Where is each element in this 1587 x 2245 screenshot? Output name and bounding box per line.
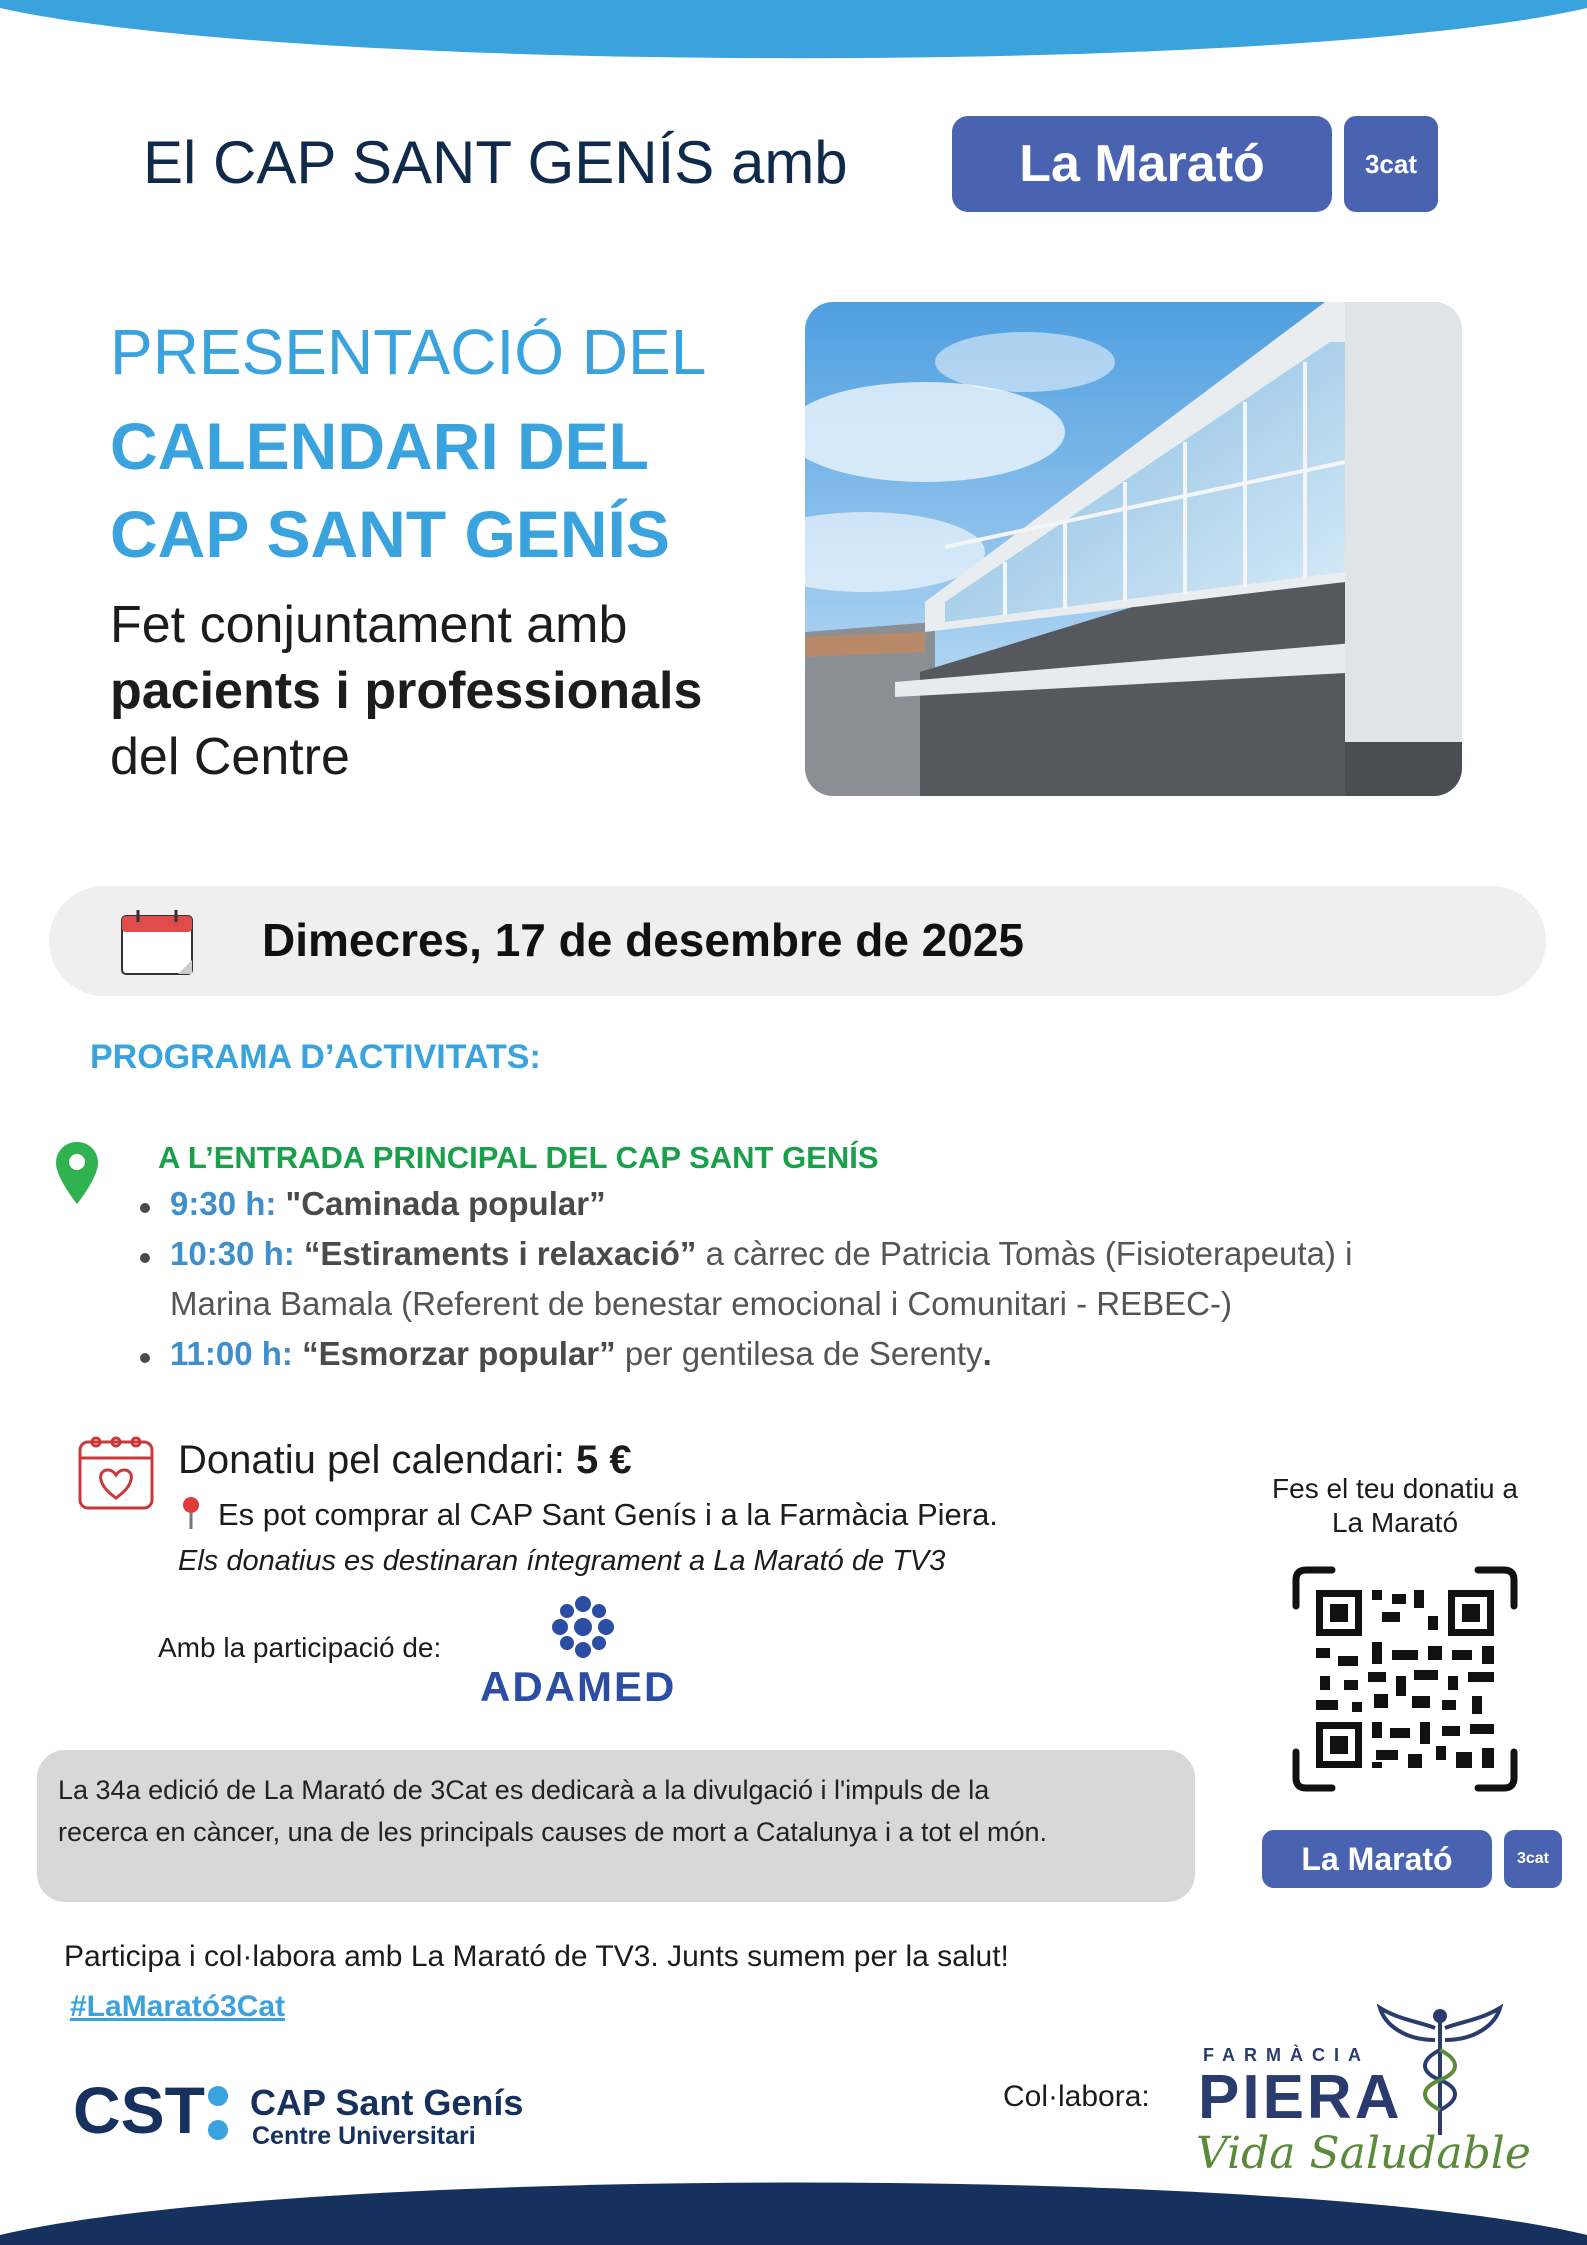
event-date: Dimecres, 17 de desembre de 2025: [262, 914, 1025, 966]
participacio-label: Amb la participació de:: [158, 1632, 442, 1663]
piera-logo-text: PIERA: [1198, 2063, 1403, 2132]
presentation-line2: CALENDARI DEL: [110, 409, 649, 483]
cst-logo-text: CST: [73, 2073, 205, 2147]
calendar-heart-icon: [76, 1432, 156, 1512]
activity-2-time: 10:30 h:: [170, 1235, 295, 1272]
adamed-logo-icon: [550, 1594, 616, 1660]
marato-logo-small: [1262, 1830, 1562, 1888]
calendar-icon: [118, 908, 200, 978]
adamed-logo-text: ADAMED: [480, 1663, 677, 1710]
activity-2: [170, 1235, 1352, 1273]
bullet: [140, 1203, 150, 1213]
pushpin-icon: [180, 1496, 202, 1530]
header-title: El CAP SANT GENÍS amb: [143, 129, 848, 196]
activity-3-desc: per gentilesa de Serenty: [615, 1335, 983, 1372]
programa-title: PROGRAMA D’ACTIVITATS:: [90, 1038, 541, 1076]
farmacia-label: FARMÀCIA: [1203, 2045, 1370, 2065]
location-title: A L’ENTRADA PRINCIPAL DEL CAP SANT GENÍS: [158, 1140, 879, 1175]
3cat-label-small: 3cat: [1504, 1830, 1562, 1888]
location-pin-icon: [56, 1122, 98, 1224]
participa-text: Participa i col·labora amb La Marató de TV3. Junts sumem per la salut!: [64, 1940, 1009, 1973]
comprar-text: Es pot comprar al CAP Sant Genís i a la Farmàcia Piera.: [218, 1497, 998, 1532]
presentation-line1: PRESENTACIÓ DEL: [110, 316, 707, 388]
activity-1-name: "Caminada popular”: [285, 1185, 606, 1222]
qr-code[interactable]: [1292, 1566, 1518, 1792]
donatiu-price: 5 €: [576, 1438, 632, 1482]
qr-caption: [1245, 1472, 1545, 1540]
qr-caption-line1: Fes el teu donatiu a: [1272, 1473, 1518, 1504]
building-photo: [805, 302, 1462, 796]
activity-3-end: .: [982, 1335, 992, 1372]
subtitle-line1: Fet conjuntament amb: [110, 596, 628, 654]
bullet: [140, 1353, 150, 1363]
vida-saludable-text: Vida Saludable: [1196, 2128, 1531, 2179]
subtitle-line3: del Centre: [110, 728, 350, 786]
marato-label: La Marató: [952, 116, 1332, 212]
info-line2: recerca en càncer, una de les principals causes de mort a Catalunya i a tot el món.: [58, 1817, 1048, 1847]
cst-dots-icon: [206, 2084, 230, 2144]
activity-1: [170, 1185, 606, 1223]
marato-label-small: La Marató: [1262, 1830, 1492, 1888]
collabora-label: Col·labora:: [1003, 2080, 1150, 2113]
presentation-subtitle: [110, 592, 702, 790]
activity-2-name: “Estiraments i relaxació”: [303, 1235, 697, 1272]
activity-2-desc: a càrrec de Patricia Tomàs (Fisioterapeuta) i: [696, 1235, 1353, 1272]
activity-3: [170, 1335, 992, 1373]
activity-1-time: 9:30 h:: [170, 1185, 277, 1222]
presentation-line3: CAP SANT GENÍS: [110, 497, 670, 571]
qr-caption-line2: La Marató: [1331, 1507, 1459, 1538]
hashtag-link[interactable]: #LaMarató3Cat: [70, 1990, 286, 2023]
destino-text: Els donatius es destinaran íntegrament a La Marató de TV3: [178, 1545, 946, 1577]
donatiu-line: [178, 1438, 632, 1483]
cst-name: CAP Sant Genís: [250, 2082, 524, 2123]
marato-logo: [952, 116, 1438, 212]
activity-3-name: “Esmorzar popular”: [302, 1335, 616, 1372]
info-line1: La 34a edició de La Marató de 3Cat es dedicarà a la divulgació i l'impuls de la: [58, 1775, 990, 1805]
cst-subtitle: Centre Universitari: [252, 2122, 476, 2150]
donatiu-label: Donatiu pel calendari:: [178, 1438, 577, 1482]
subtitle-line2: pacients i professionals: [110, 662, 703, 720]
activity-2-desc2: Marina Bamala (Referent de benestar emocional i Comunitari - REBEC-): [170, 1285, 1232, 1322]
3cat-label: 3cat: [1344, 116, 1438, 212]
presentation-title: [110, 402, 670, 578]
top-wave: [0, 0, 1587, 80]
bullet: [140, 1253, 150, 1263]
activity-3-time: 11:00 h:: [170, 1335, 293, 1372]
